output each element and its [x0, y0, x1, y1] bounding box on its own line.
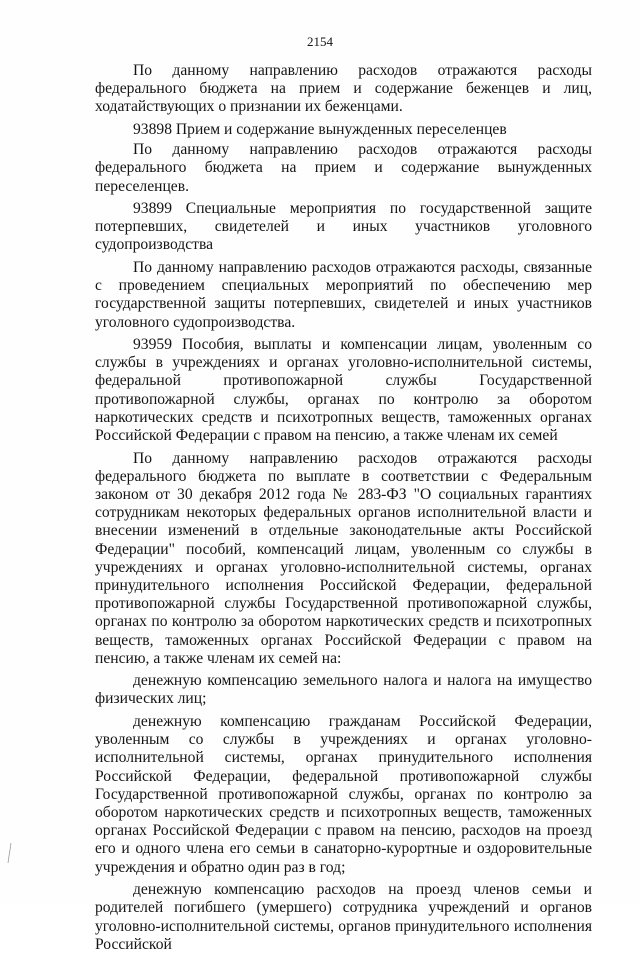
list-item-travel-compensation: денежную компенсацию гражданам Российской Федерации, уволенным со службы в учреждениях и органах уголовно-исполнительной системы, органах принудительного исполнения Российской Федерации, федеральной противопожарной службы Государственной противопожарной службы, органах по контролю за оборотом наркотических средств и психотропных веществ, таможенных органах Российской Федерации с правом на пенсию, расходов на проезд его и одного члена его семьи в санаторно-курортные и оздоровительные учреждения и обратно один раз в год;: [95, 712, 592, 876]
document-body: [95, 62, 592, 958]
heading-93959: 93959 Пособия, выплаты и компенсации лицам, уволенным со службы в учреждениях и органах уголовно-исполнительной системы, федеральной противопожарной службы Государственной противопожарной службы, органах по контролю за оборотом наркотических средств и психотропных веществ, таможенных органах Российской Федерации с правом на пенсию, а также членам их семей: [95, 336, 592, 445]
paragraph-displaced-expenses: По данному направлению расходов отражаются расходы федерального бюджета на прием и содержание вынужденных переселенцев.: [95, 141, 592, 195]
heading-93898: 93898 Прием и содержание вынужденных переселенцев: [133, 120, 507, 138]
paragraph-federal-law-payments: По данному направлению расходов отражаются расходы федерального бюджета по выплате в соответствии с Федеральным законом от 30 декабря 2012 года № 283-ФЗ "О социальных гарантиях сотрудникам некоторых федеральных органов исполнительной власти и внесении изменений в отдельные законодательные акты Российской Федерации" пособий, компенсаций лицам, уволенным со службы в учреждениях и органах уголовно-исполнительной системы, органах принудительного исполнения Российской Федерации, федеральной противопожарной службы Государственной противопожарной службы, органах по контролю за оборотом наркотических средств и психотропных веществ, таможенных органах Российской Федерации с правом на пенсию, а также членам их семей на:: [95, 449, 592, 667]
paragraph-refugees-expenses: По данному направлению расходов отражаются расходы федерального бюджета на прием и содержание беженцев и лиц, ходатайствующих о признании их беженцами.: [95, 62, 592, 116]
page-number: 2154: [307, 34, 333, 49]
list-item-family-travel: денежную компенсацию расходов на проезд членов семьи и родителей погибшего (умершего) сотрудника учреждений и органов уголовно-исполнительной системы, органов принудительного исполнения Российской: [95, 881, 592, 953]
margin-pencil-mark: [7, 842, 13, 864]
heading-93899: 93899 Специальные мероприятия по государственной защите потерпевших, свидетелей и иных участников уголовного судопроизводства: [95, 200, 592, 254]
paragraph-witness-protection: По данному направлению расходов отражаются расходы, связанные с проведением специальных мероприятий по обеспечению мер государственной защиты потерпевших, свидетелей и иных участников уголовного судопроизводства.: [95, 258, 592, 331]
list-item-land-tax: денежную компенсацию земельного налога и налога на имущество физических лиц;: [95, 672, 592, 708]
